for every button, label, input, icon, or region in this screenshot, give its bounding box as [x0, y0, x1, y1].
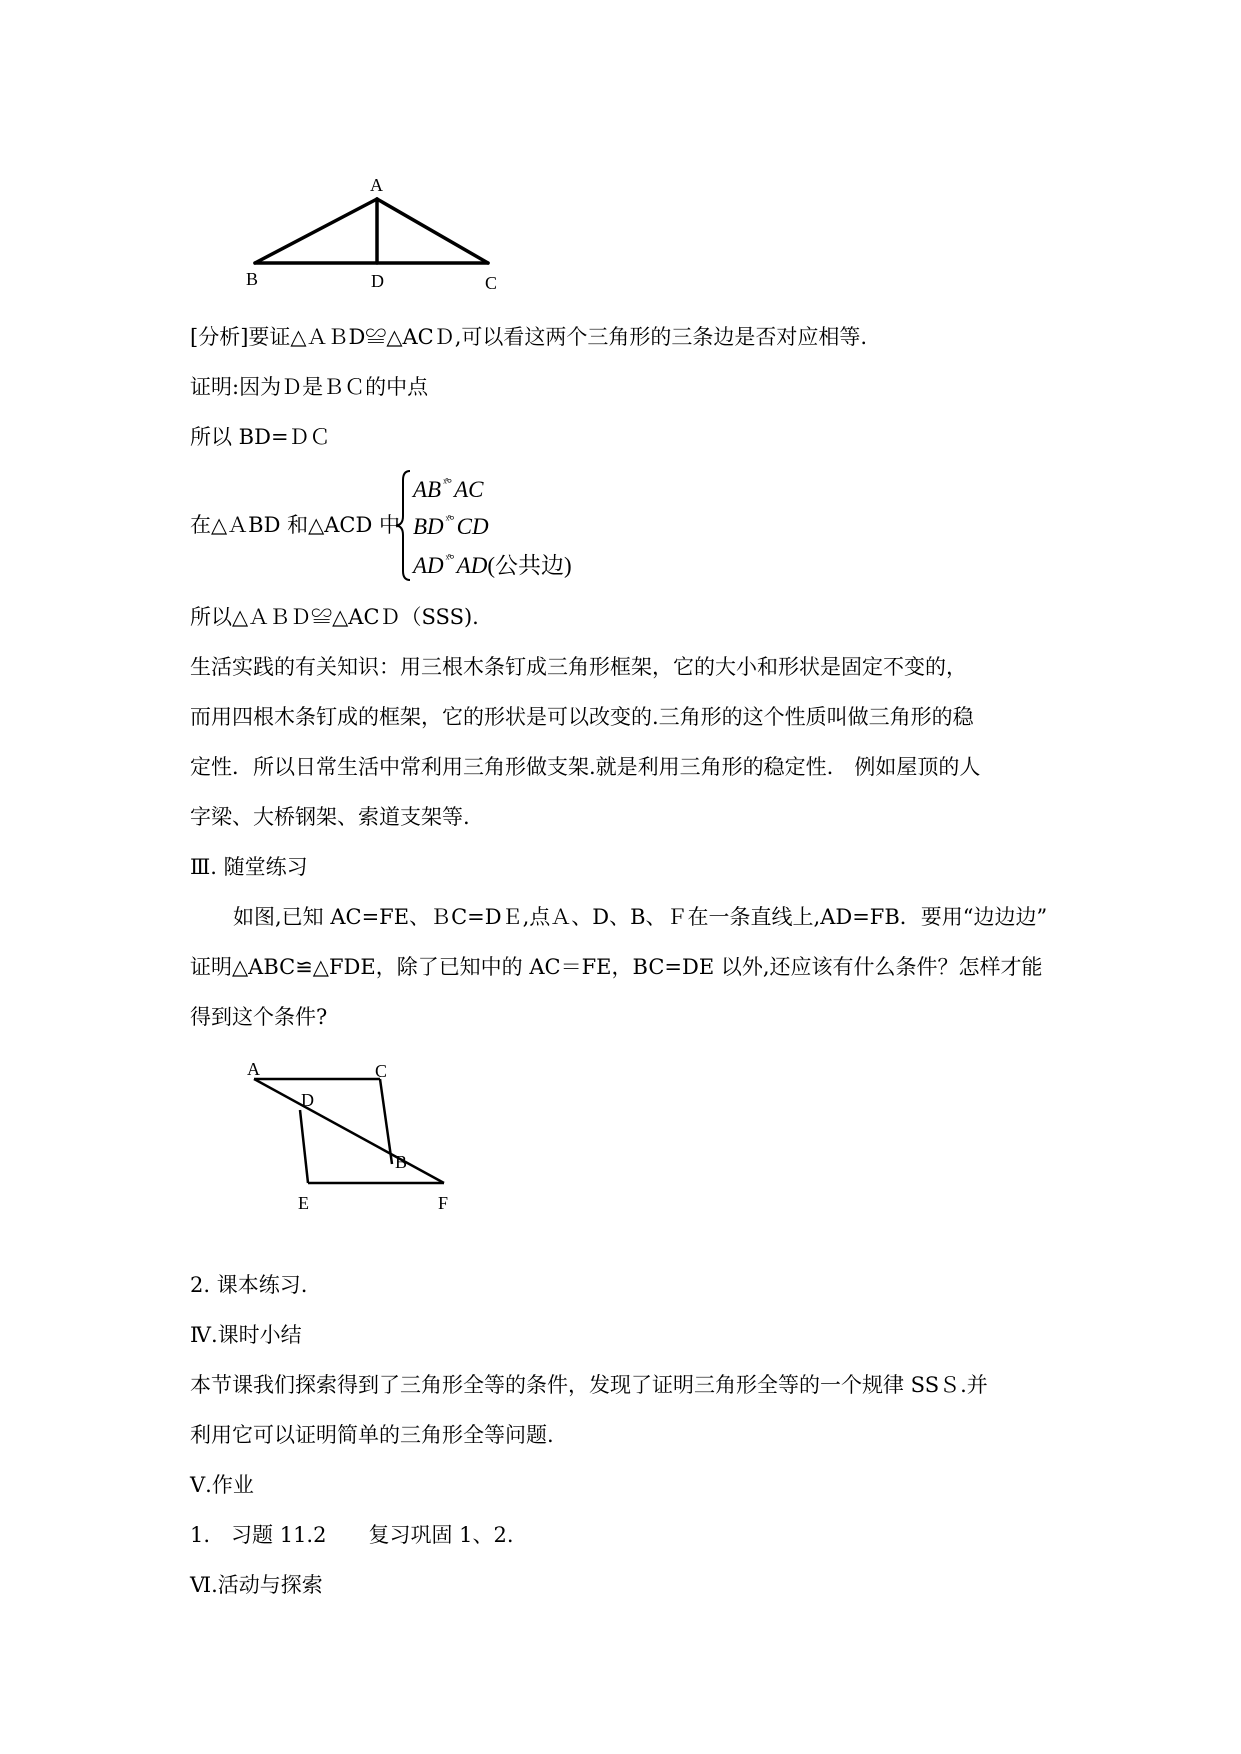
exercise-line3: 得到这个条件?: [190, 1005, 328, 1029]
equation-system: [190, 468, 690, 583]
section-5-heading: Ⅴ.作业: [190, 1473, 254, 1497]
life-knowledge-line2: 而用四根木条钉成的框架，它的形状是可以改变的.三角形的这个性质叫做三角形的稳: [190, 705, 974, 729]
label-a: A: [247, 1060, 260, 1079]
equation-ad-ad: AD $^{ˣ̊^\circ}$AD(公共边): [413, 551, 572, 578]
exercise-line1: 如图,已知 AC=FE、ＢC=DＥ,点Ａ、D、B、Ｆ在一条直线上,AD=FB．要用“边边边”: [233, 905, 1048, 929]
label-e: E: [298, 1193, 309, 1213]
label-b: B: [246, 269, 259, 289]
label-b: B: [395, 1152, 408, 1172]
left-brace: [394, 468, 414, 583]
segment-ab: [255, 199, 377, 263]
homework-item: 1. 习题 11.2 复习巩固 1、2.: [190, 1523, 514, 1547]
label-f: F: [438, 1193, 449, 1213]
summary-line1: 本节课我们探索得到了三角形全等的条件，发现了证明三角形全等的一个规律 SSＳ.并: [190, 1373, 988, 1397]
so-bd-equals-dc: 所以 BD=ＤＣ: [190, 425, 331, 449]
section-4-heading: Ⅳ.课时小结: [190, 1323, 302, 1347]
life-knowledge-line3: 定性．所以日常生活中常利用三角形做支架.就是利用三角形的稳定性. 例如屋顶的人: [190, 755, 981, 779]
section-3-heading: Ⅲ. 随堂练习: [190, 855, 308, 879]
equation-bd-cd: BD $^{ˣ̊^\circ}$CD: [413, 512, 489, 539]
triangle-abc-figure: [240, 168, 520, 298]
parallelogram-figure: [240, 1060, 470, 1230]
label-a: A: [370, 175, 383, 195]
exercise-line2: 证明△ABC≌△FDE，除了已知中的 AC＝FE，BC=DE 以外,还应该有什么条件？怎样才能: [190, 955, 1043, 979]
label-c: C: [485, 273, 498, 293]
proof-start: 证明:因为Ｄ是ＢＣ的中点: [190, 375, 429, 399]
equation-ab-ac: AB $^{ˣ̊^\circ}$AC: [413, 475, 484, 502]
conclusion-text: 所以△ＡＢＤ≌△ACＤ（SSS).: [190, 605, 479, 629]
in-triangles-text: 在△ＡBD 和△ACD 中: [190, 513, 400, 537]
life-knowledge-line4: 字梁、大桥钢架、索道支架等.: [190, 805, 470, 829]
segment-de: [300, 1110, 308, 1183]
segment-ac: [377, 199, 488, 263]
label-d: D: [301, 1090, 314, 1110]
label-d: D: [371, 271, 384, 291]
label-c: C: [375, 1061, 388, 1081]
section-6-heading: Ⅵ.活动与探索: [190, 1573, 323, 1597]
segment-af: [254, 1079, 444, 1183]
textbook-exercise: 2. 课本练习.: [190, 1273, 308, 1297]
analysis-text: [分析]要证△ＡＢD≌△ACＤ,可以看这两个三角形的三条边是否对应相等.: [190, 325, 868, 349]
summary-line2: 利用它可以证明简单的三角形全等问题.: [190, 1423, 554, 1447]
life-knowledge-line1: 生活实践的有关知识：用三根木条钉成三角形框架，它的大小和形状是固定不变的，: [190, 655, 967, 679]
